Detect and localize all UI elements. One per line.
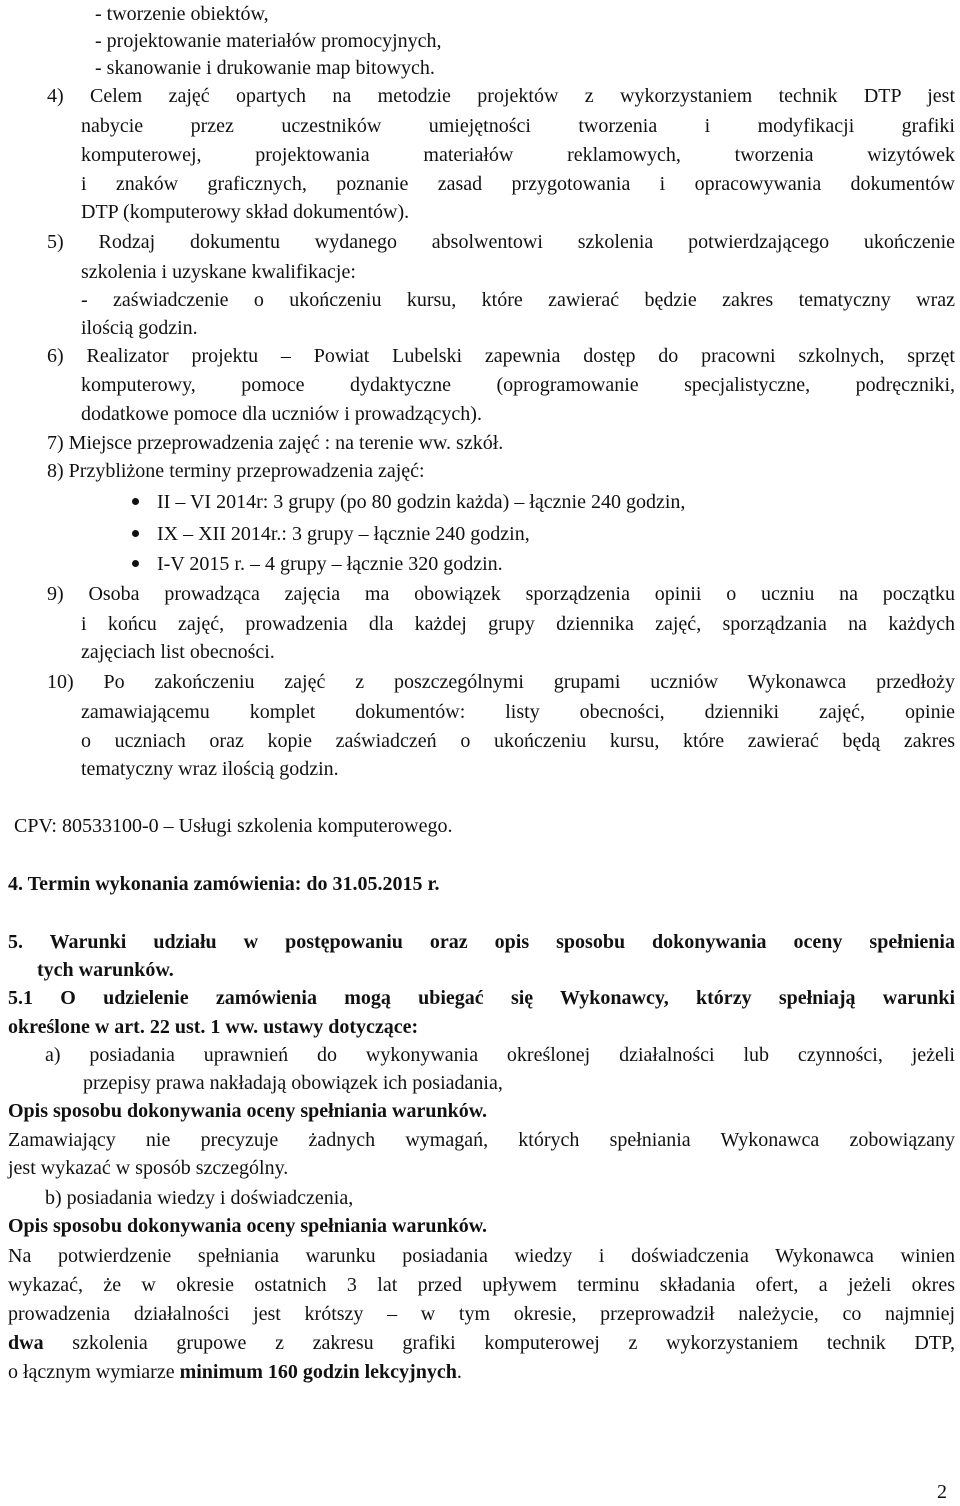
paragraph-9-line: i końcu zajęć, prowadzenia dla każdej grupy dziennika zajęć, sporządzania na każdych — [81, 613, 955, 635]
bullet-icon — [132, 530, 139, 537]
paragraph-6-line: dodatkowe pomoce dla uczniów i prowadzących). — [81, 403, 482, 425]
bullet-icon — [132, 498, 139, 505]
paragraph-5-line: szkolenia i uzyskane kwalifikacje: — [81, 261, 356, 283]
paragraph-5-line: 5) Rodzaj dokumentu wydanego absolwentowi szkolenia potwierdzającego ukończenie — [47, 231, 955, 253]
page-number: 2 — [937, 1481, 947, 1503]
section-5-1-heading: określone w art. 22 ust. 1 ww. ustawy dotyczące: — [8, 1016, 419, 1038]
section-5-1-heading: 5.1 O udzielenie zamówienia mogą ubiegać się Wykonawcy, którzy spełniają warunki — [8, 987, 955, 1009]
text-segment: o łącznym wymiarze — [8, 1361, 180, 1383]
list-item: - projektowanie materiałów promocyjnych, — [95, 30, 442, 52]
condition-b-line: b) posiadania wiedzy i doświadczenia, — [45, 1187, 354, 1209]
bullet-icon — [132, 560, 139, 567]
bullet-item: II – VI 2014r: 3 grupy (po 80 godzin każda) – łącznie 240 godzin, — [157, 491, 686, 513]
condition-a-line: przepisy prawa nakładają obowiązek ich posiadania, — [83, 1072, 503, 1094]
assessment-text-line: Zamawiający nie precyzuje żadnych wymagań, których spełniania Wykonawca zobowiązany — [8, 1129, 955, 1151]
paragraph-6-line: 6) Realizator projektu – Powiat Lubelski zapewnia dostęp do pracowni szkolnych, sprzęt — [47, 345, 955, 367]
section-5-heading: tych warunków. — [37, 959, 174, 981]
list-item: - tworzenie obiektów, — [95, 3, 269, 25]
assessment-heading: Opis sposobu dokonywania oceny spełniania warunków. — [8, 1100, 488, 1122]
paragraph-4-line: komputerowej, projektowania materiałów reklamowych, tworzenia wizytówek — [81, 144, 955, 166]
paragraph-4-line: nabycie przez uczestników umiejętności tworzenia i modyfikacji grafiki — [81, 115, 955, 137]
paragraph-7: 7) Miejsce przeprowadzenia zajęć : na terenie ww. szkół. — [47, 432, 504, 454]
paragraph-8: 8) Przybliżone terminy przeprowadzenia zajęć: — [47, 460, 425, 482]
paragraph-10-line: tematyczny wraz ilością godzin. — [81, 758, 339, 780]
assessment-text-line: jest wykazać w sposób szczególny. — [8, 1157, 289, 1179]
paragraph-4-line: i znaków graficznych, poznanie zasad przygotowania i opracowywania dokumentów — [81, 173, 955, 195]
section-5-heading: 5. Warunki udziału w postępowaniu oraz opis sposobu dokonywania oceny spełnienia — [8, 931, 955, 953]
experience-text-line: wykazać, że w okresie ostatnich 3 lat przed upływem terminu składania ofert, a jeżeli okres — [8, 1274, 955, 1296]
list-item: - skanowanie i drukowanie map bitowych. — [95, 57, 435, 79]
paragraph-10-line: o uczniach oraz kopie zaświadczeń o ukończeniu kursu, które zawierać będą zakres — [81, 730, 955, 752]
assessment-heading: Opis sposobu dokonywania oceny spełniania warunków. — [8, 1215, 488, 1237]
paragraph-10-line: 10) Po zakończeniu zajęć z poszczególnymi grupami uczniów Wykonawca przedłoży — [47, 671, 955, 693]
bullet-item: I-V 2015 r. – 4 grupy – łącznie 320 godzin. — [157, 553, 503, 575]
paragraph-5-line: - zaświadczenie o ukończeniu kursu, które zawierać będzie zakres tematyczny wraz — [81, 289, 955, 311]
paragraph-6-line: komputerowy, pomoce dydaktyczne (oprogramowanie specjalistyczne, podręczniki, — [81, 374, 955, 396]
experience-text-line: Na potwierdzenie spełniania warunku posiadania wiedzy i doświadczenia Wykonawca winien — [8, 1245, 955, 1267]
text-segment: . — [456, 1361, 462, 1383]
paragraph-4-line: DTP (komputerowy skład dokumentów). — [81, 201, 410, 223]
experience-text-line: prowadzenia działalności jest krótszy – w tym okresie, przeprowadził należycie, co najmniej — [8, 1303, 955, 1325]
paragraph-4-line: 4) Celem zajęć opartych na metodzie projektów z wykorzystaniem technik DTP jest — [47, 85, 955, 107]
paragraph-9-line: zajęciach list obecności. — [81, 641, 275, 663]
section-4-heading: 4. Termin wykonania zamówienia: do 31.05.2015 r. — [8, 873, 440, 895]
text-segment: szkolenia grupowe z zakresu grafiki komputerowej z wykorzystaniem technik DTP, — [43, 1332, 955, 1354]
paragraph-10-line: zamawiającemu komplet dokumentów: listy obecności, dzienniki zajęć, opinie — [81, 701, 955, 723]
condition-a-line: a) posiadania uprawnień do wykonywania określonej działalności lub czynności, jeżeli — [45, 1044, 955, 1066]
experience-text-line — [8, 1360, 462, 1384]
experience-text-line — [8, 1331, 955, 1355]
bullet-item: IX – XII 2014r.: 3 grupy – łącznie 240 godzin, — [157, 523, 530, 545]
emphasis-count: dwa — [8, 1332, 44, 1354]
paragraph-5-line: ilością godzin. — [81, 317, 198, 339]
cpv-code: CPV: 80533100-0 – Usługi szkolenia komputerowego. — [14, 815, 453, 837]
paragraph-9-line: 9) Osoba prowadząca zajęcia ma obowiązek sporządzenia opinii o uczniu na początku — [47, 583, 955, 605]
emphasis-hours: minimum 160 godzin lekcyjnych — [179, 1361, 457, 1383]
